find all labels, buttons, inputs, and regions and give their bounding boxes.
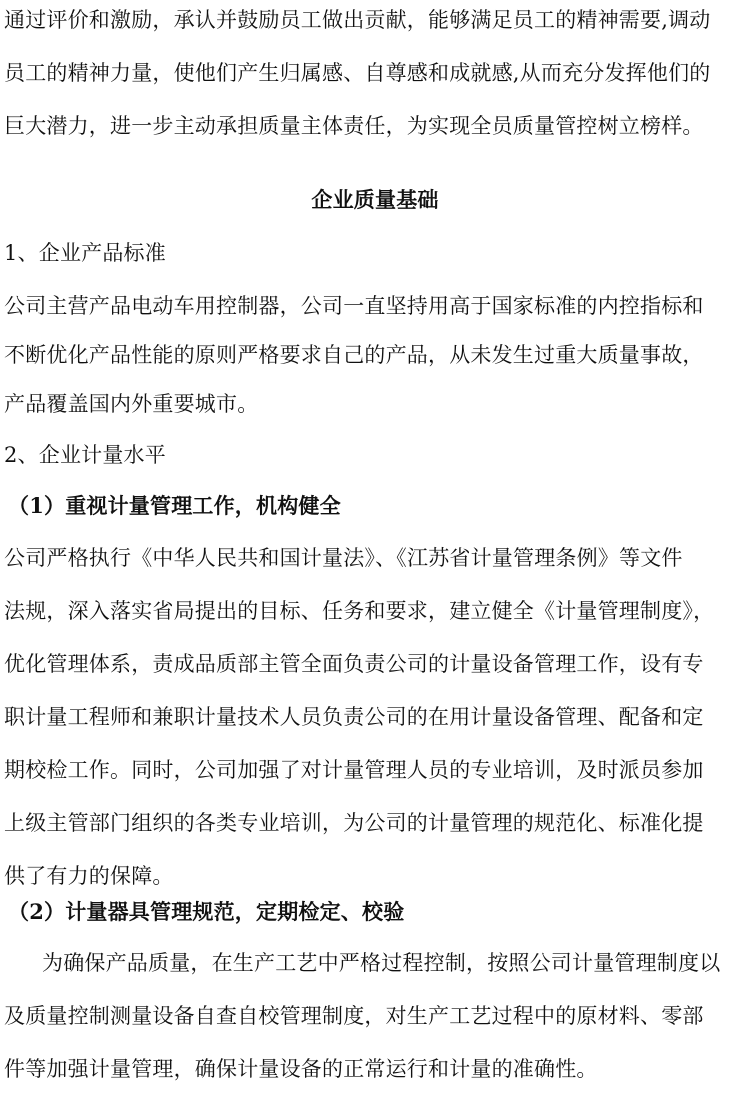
subsection-part-heading: （2）计量器具管理规范，定期检定、校验 xyxy=(8,899,405,924)
paragraph-line: 通过评价和激励，承认并鼓励员工做出贡献，能够满足员工的精神需要,调动 xyxy=(4,8,711,32)
paragraph-line: 职计量工程师和兼职计量技术人员负责公司的在用计量设备管理、配备和定 xyxy=(4,705,704,729)
paragraph-line: 为确保产品质量，在生产工艺中严格过程控制，按照公司计量管理制度以 xyxy=(42,951,721,975)
paragraph-line: 优化管理体系，责成品质部主管全面负责公司的计量设备管理工作，设有专 xyxy=(4,652,704,676)
paragraph-line: 供了有力的保障。 xyxy=(4,864,174,888)
paragraph-line: 及质量控制测量设备自查自校管理制度，对生产工艺过程中的原材料、零部 xyxy=(4,1004,704,1028)
paragraph-line: 公司主营产品电动车用控制器，公司一直坚持用高于国家标准的内控指标和 xyxy=(4,294,704,318)
paragraph-line: 巨大潜力，进一步主动承担质量主体责任，为实现全员质量管控树立榜样。 xyxy=(4,114,704,138)
paragraph-line: 公司严格执行《中华人民共和国计量法》、《江苏省计量管理条例》等文件 xyxy=(4,546,683,570)
subsection-heading: 2、企业计量水平 xyxy=(4,443,166,467)
paragraph-line: 员工的精神力量，使他们产生归属感、自尊感和成就感,从而充分发挥他们的 xyxy=(4,61,711,85)
subsection-heading: 1、企业产品标准 xyxy=(4,241,166,265)
subsection-part-heading: （1）重视计量管理工作，机构健全 xyxy=(8,493,341,518)
paragraph-line: 期校检工作。同时，公司加强了对计量管理人员的专业培训，及时派员参加 xyxy=(4,758,704,782)
paragraph-line: 上级主管部门组织的各类专业培训，为公司的计量管理的规范化、标准化提 xyxy=(4,811,704,835)
paragraph-line: 法规，深入落实省局提出的目标、任务和要求，建立健全《计量管理制度》， xyxy=(4,599,715,623)
section-title: 企业质量基础 xyxy=(311,187,439,212)
paragraph-line: 件等加强计量管理，确保计量设备的正常运行和计量的准确性。 xyxy=(4,1057,598,1081)
paragraph-line: 不断优化产品性能的原则严格要求自己的产品，从未发生过重大质量事故， xyxy=(4,343,704,367)
paragraph-line: 产品覆盖国内外重要城市。 xyxy=(4,392,259,416)
